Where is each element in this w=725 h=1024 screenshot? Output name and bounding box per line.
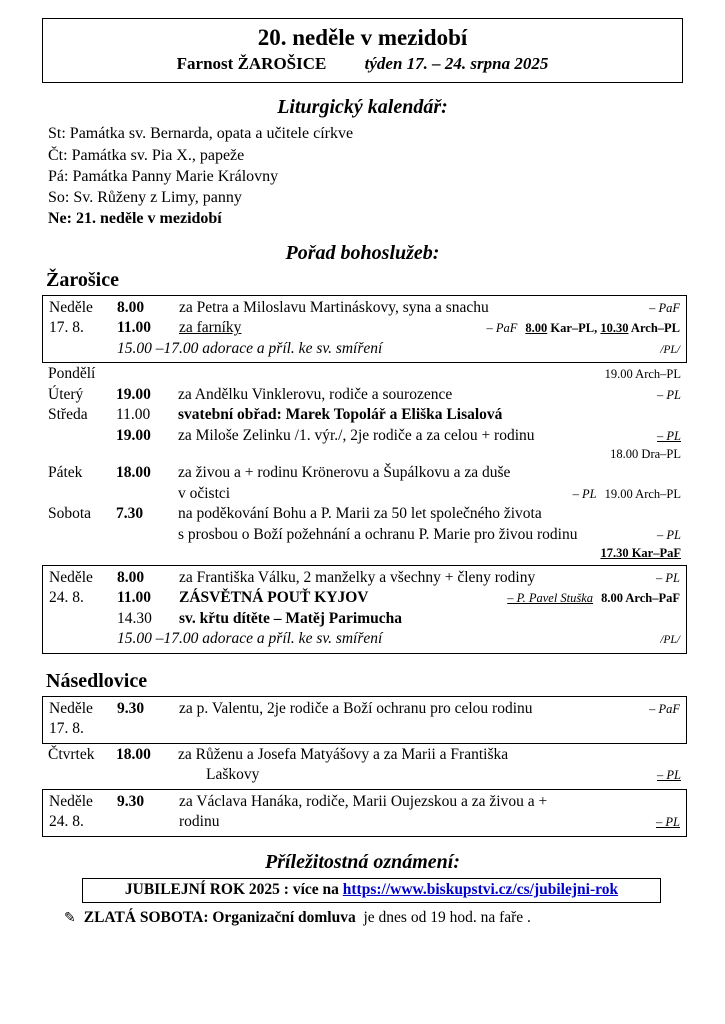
row-time: 18.00 [116,464,151,482]
row-note: – PL [657,387,681,402]
table-row [48,463,681,483]
row-intention: za Miloše Zelinku /1. výr./, 2je rodiče a za celou + rodinu [178,426,535,444]
row-intention: za p. Valentu, 2je rodiče a Boží ochranu pro celou rodinu [179,699,533,717]
schedule-block-nasedlovice-3 [42,789,687,837]
table-row [49,339,680,359]
row-day: Pondělí [48,365,96,383]
row-note: /PL/ [660,343,680,356]
table-row [48,385,681,405]
schedule-block-nasedlovice-1 [42,696,687,744]
row-day: 24. 8. [49,813,84,831]
row-intention: za Andělku Vinklerovu, rodiče a sourozence [178,385,453,403]
table-row [49,699,680,719]
header-box [42,18,683,83]
row-time: 19.00 [116,385,151,403]
calendar-item: Ne: 21. neděle v mezidobí [48,209,222,227]
row-time: 11.00 [117,319,152,337]
row-day: Neděle [49,792,93,810]
row-time: 18.00 [116,745,151,763]
table-row [48,504,681,524]
golden-saturday-announcement [64,909,701,927]
calendar-item: Pá: Památka Panny Marie Královny [48,167,279,185]
row-day: 24. 8. [49,589,84,607]
row-intention: za Václava Hanáka, rodiče, Marii Oujezskou a za živou a + [179,792,548,810]
other-time-a: 8.00 [525,321,548,336]
pen-icon: ✎ [64,910,76,926]
row-other-places [597,366,681,383]
row-day: Pátek [48,464,83,482]
table-row [48,765,681,785]
row-note: – PL [656,570,680,585]
jubilee-announcement [82,878,661,903]
row-note: – P. Pavel Stuška [507,591,594,606]
row-intention: s prosbou o Boží požehnání a ochranu P. Marie pro živou rodinu [178,525,578,543]
table-row [48,745,681,765]
row-note: – PL [572,486,597,501]
row-other-places: 18.00 Dra–PL [610,447,681,462]
schedule-block-zarosice-1 [42,295,687,363]
row-note: – PaF [649,701,680,716]
table-row [49,318,680,338]
row-time: 8.00 [117,568,145,586]
row-intention: rodinu [179,813,220,831]
row-intention: za farníky [179,319,242,337]
row-time: 8.00 [117,298,145,316]
row-note: – PaF [649,300,680,315]
row-other-places [517,320,680,337]
row-intention: za Františka Válku, 2 manželky a všechny + členy rodiny [179,568,536,586]
parish-name: Farnost ŽAROŠICE [176,54,327,74]
table-row [48,364,681,384]
row-note: /PL/ [660,634,680,647]
calendar-item: St: Památka sv. Bernarda, opata a učitele církve [48,125,354,143]
place-title-zarosice: Žarošice [46,268,119,291]
calendar-title: Liturgický kalendář: [277,96,448,119]
row-time: 11.00 [117,589,152,607]
header-subtitle [51,54,674,74]
other-place: 19.00 Arch–PL [604,367,681,382]
table-row [49,792,680,812]
table-row [48,426,681,446]
row-intention: v očistci [178,484,231,502]
calendar-item: Čt: Památka sv. Pia X., papeže [48,146,245,164]
row-day: Středa [48,406,88,424]
table-row [48,446,681,463]
table-row [49,609,680,629]
page-title: 20. neděle v mezidobí [257,25,468,50]
row-day: Sobota [48,505,92,523]
row-intention: sv. křtu dítěte – Matěj Parimucha [179,609,402,627]
row-other-places: 8.00 Arch–PaF [601,591,680,606]
row-day: Úterý [48,385,84,403]
row-note: – PaF [486,321,518,336]
row-time: 7.30 [116,505,144,523]
week-range: týden 17. – 24. srpna 2025 [364,54,549,74]
row-adoration: 15.00 –17.00 adorace a příl. ke sv. smíření [117,339,383,357]
announcements-title: Příležitostná oznámení: [264,850,461,873]
row-time: 11.00 [116,406,151,424]
row-time: 9.30 [117,699,145,717]
row-intention: Laškovy [206,766,260,784]
row-intention: ZÁSVĚTNÁ POUŤ KYJOV [179,589,369,607]
other-place-a: Kar–PL, [550,321,598,336]
other-time-b: 10.30 [600,321,629,336]
table-row [49,629,680,649]
golden-saturday-detail: je dnes od 19 hod. na faře . [363,908,531,926]
calendar-item: So: Sv. Růženy z Limy, panny [48,188,242,206]
table-row [49,588,680,608]
row-time: 14.30 [117,609,152,627]
table-row [49,812,680,832]
table-row [49,568,680,588]
jubilee-label: JUBILEJNÍ ROK 2025 : [124,880,289,898]
row-other-places: 17.30 Kar–PaF [600,545,681,560]
place-title-nasedlovice: Násedlovice [46,669,148,692]
row-day: 17. 8. [49,720,84,738]
table-row [49,298,680,318]
row-note: – PL [657,768,681,783]
jubilee-link[interactable]: https://www.biskupstvi.cz/cs/jubilejni-rok [342,880,619,898]
row-time: 9.30 [117,792,145,810]
row-day: 17. 8. [49,319,84,337]
schedule-block-nasedlovice-2 [42,744,687,787]
table-row [48,405,681,425]
row-intention: za Petra a Miloslavu Martináskovy, syna a snachu [179,298,489,316]
row-intention: na poděkování Bohu a P. Marii za 50 let společného života [178,505,542,523]
row-intention: svatební obřad: Marek Topolář a Eliška Lisalová [178,406,503,424]
row-adoration: 15.00 –17.00 adorace a příl. ke sv. smíření [117,630,383,648]
row-other-places: 19.00 Arch–PL [604,486,681,501]
table-row [49,719,680,739]
golden-saturday-label: ZLATÁ SOBOTA: Organizační domluva [83,908,356,926]
table-row [48,545,681,562]
row-day: Neděle [49,568,93,586]
table-row [48,484,681,504]
schedule-title: Pořad bohoslužeb: [285,241,440,264]
row-day: Neděle [49,298,93,316]
row-time: 19.00 [116,426,151,444]
row-intention: za Růženu a Josefa Matyášovy a za Marii a Františka [178,745,509,763]
row-note: – PL [656,815,680,830]
row-intention: za živou a + rodinu Krönerovu a Šupálkovu a za duše [178,464,511,482]
other-place-b: Arch–PL [630,321,680,336]
schedule-block-zarosice-2 [42,363,687,563]
table-row [48,525,681,545]
row-day: Čtvrtek [48,745,95,763]
jubilee-text: více na [288,880,343,898]
schedule-block-zarosice-3 [42,565,687,654]
row-note: – PL [657,527,681,542]
row-day: Neděle [49,699,93,717]
calendar-list [48,123,701,229]
row-note: – PL [657,428,681,443]
